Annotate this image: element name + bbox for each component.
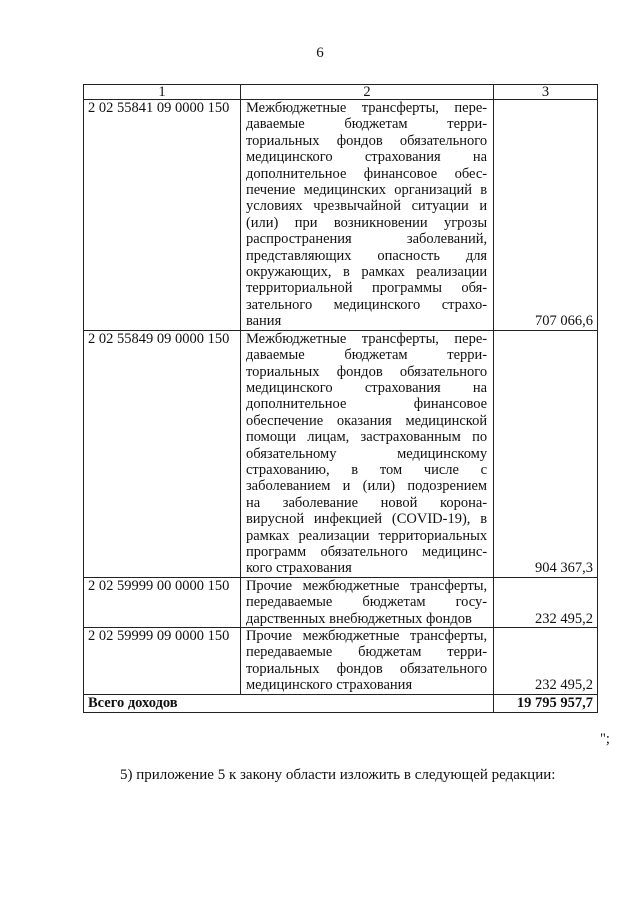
header-col-3: 3	[494, 85, 598, 100]
revenue-table	[83, 84, 598, 713]
description-line: Межбюджетные трансферты, пере-	[245, 330, 488, 347]
description-line: дополнительное финансовое	[245, 396, 488, 413]
description-line: передаваемые бюджетам госу-	[245, 594, 488, 611]
table-row	[84, 577, 598, 627]
total-amount: 19 795 957,7	[494, 694, 598, 712]
description-line: зательного медицинского страхо-	[245, 296, 488, 313]
revenue-code: 2 02 55849 09 0000 150	[84, 330, 241, 577]
description-line: (или) при возникновении угрозы	[245, 214, 488, 231]
revenue-amount: 232 495,2	[494, 628, 598, 695]
header-col-1: 1	[84, 85, 241, 100]
description-line: передаваемые бюджетам терри-	[245, 644, 488, 661]
description-line: условиях чрезвычайной ситуации и	[245, 198, 488, 215]
description-line: вирусной инфекцией (COVID-19), в	[245, 511, 488, 528]
header-col-2: 2	[240, 85, 493, 100]
description-line: ториальных фондов обязательного	[245, 132, 488, 149]
description-line: ториальных фондов обязательного	[245, 660, 488, 677]
description-line: даваемые бюджетам терри-	[245, 116, 488, 133]
revenue-code: 2 02 59999 09 0000 150	[84, 628, 241, 695]
description-line: вания	[245, 313, 282, 330]
description-line: даваемые бюджетам терри-	[245, 347, 488, 364]
revenue-amount: 232 495,2	[494, 577, 598, 627]
revenue-code: 2 02 59999 00 0000 150	[84, 577, 241, 627]
amendment-paragraph: 5) приложение 5 к закону области изложить в следующей редакции:	[120, 767, 556, 783]
total-row	[84, 694, 598, 712]
description-line: дополнительное финансовое обес-	[245, 165, 488, 182]
description-line: помощи лицам, застрахованным по	[245, 429, 488, 446]
description-line: на заболевание новой корона-	[245, 494, 488, 511]
description-line: программ обязательного медицинс-	[245, 543, 488, 560]
description-line: представляющих опасность для	[245, 247, 488, 264]
table-header-row	[84, 85, 598, 100]
closing-quote-mark: ";	[600, 731, 610, 747]
revenue-description	[240, 577, 493, 627]
description-line: Межбюджетные трансферты, пере-	[245, 100, 488, 116]
revenue-code: 2 02 55841 09 0000 150	[84, 100, 241, 331]
description-line: Прочие межбюджетные трансферты,	[245, 628, 488, 644]
description-line: ториальных фондов обязательного	[245, 363, 488, 380]
description-line: дарственных внебюджетных фондов	[245, 610, 472, 627]
description-line: кого страхования	[245, 560, 352, 577]
description-line: заболеванием и (или) подозрением	[245, 478, 488, 495]
revenue-amount: 904 367,3	[494, 330, 598, 577]
description-line: медицинского страхования на	[245, 379, 488, 396]
revenue-description	[240, 628, 493, 695]
description-line: распространения заболеваний,	[245, 231, 488, 248]
revenue-description	[240, 100, 493, 331]
total-label: Всего доходов	[84, 694, 494, 712]
description-line: Прочие межбюджетные трансферты,	[245, 577, 488, 594]
revenue-description	[240, 330, 493, 577]
description-line: медицинского страхования	[245, 677, 413, 694]
table-row	[84, 100, 598, 331]
description-line: территориальной программы обя-	[245, 280, 488, 297]
table-row	[84, 330, 598, 577]
table-row	[84, 628, 598, 695]
description-line: страхованию, в том числе с	[245, 461, 488, 478]
description-line: печение медицинских организаций в	[245, 182, 488, 199]
description-line: обеспечение оказания медицинской	[245, 412, 488, 429]
description-line: медицинского страхования на	[245, 149, 488, 166]
description-line: рамках реализации территориальных	[245, 527, 488, 544]
revenue-amount: 707 066,6	[494, 100, 598, 331]
description-line: окружающих, в рамках реализации	[245, 264, 488, 281]
description-line: обязательному медицинскому	[245, 445, 488, 462]
page-number: 6	[316, 45, 324, 61]
